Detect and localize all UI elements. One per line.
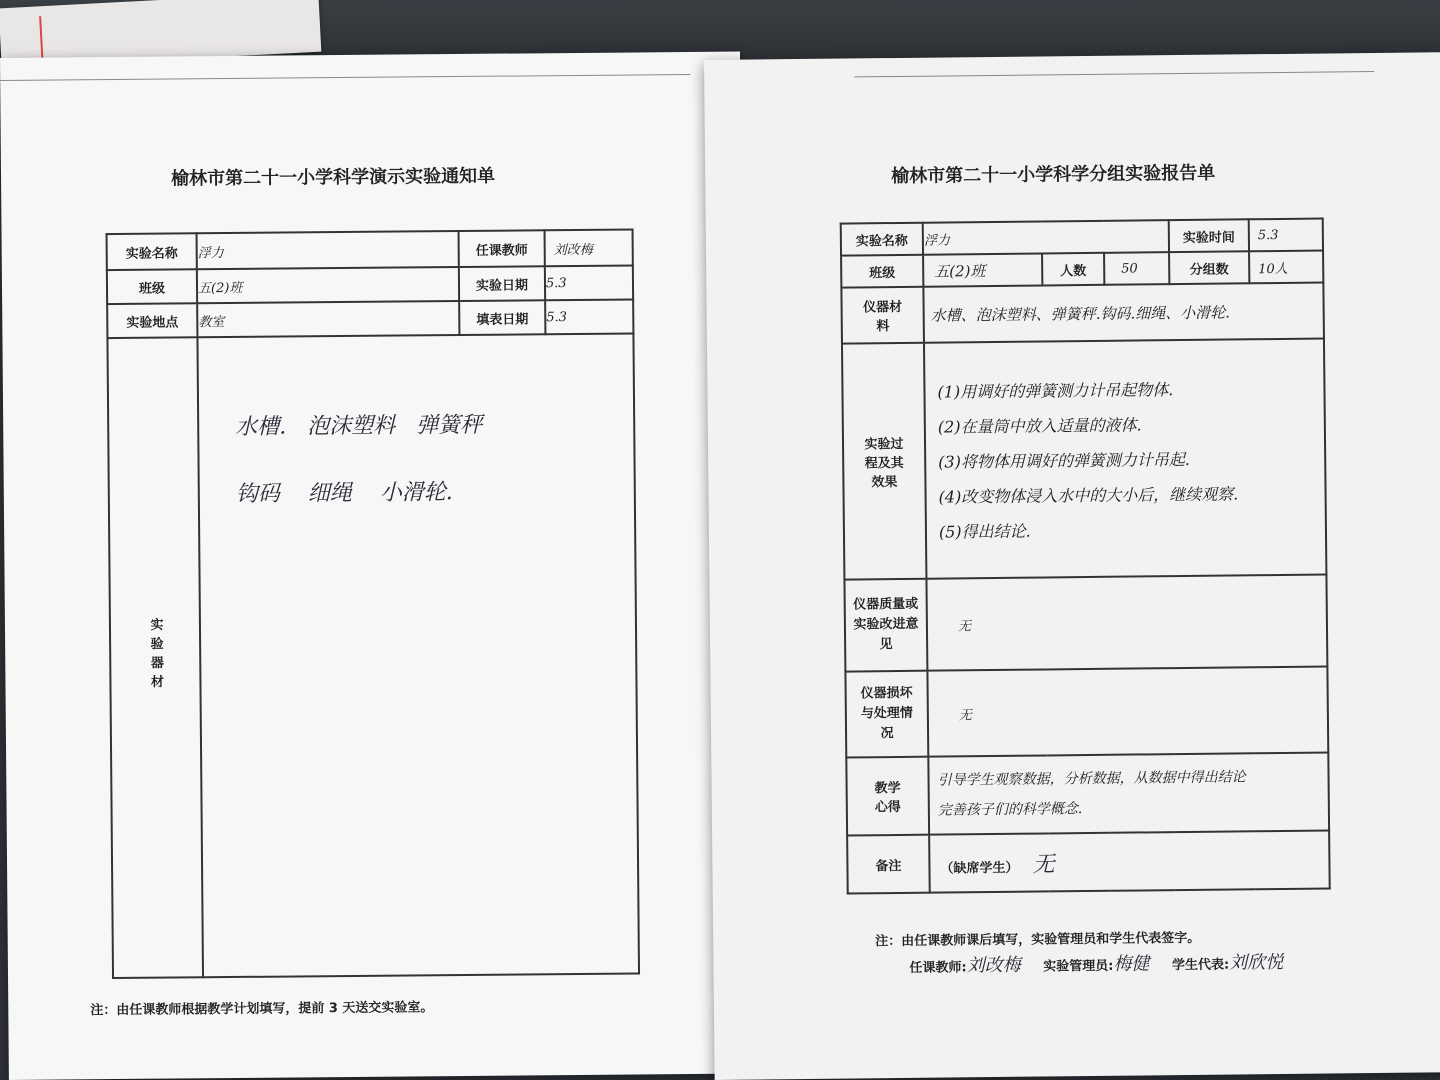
- label-r-groups: 分组数: [1169, 251, 1249, 284]
- value-class: 五(2)班: [197, 267, 459, 303]
- report-footnote: 注：由任课教师课后填写，实验管理员和学生代表签字。: [875, 930, 1201, 950]
- experience-line-1: 引导学生观察数据，分析数据，从数据中得出结论: [937, 769, 1246, 789]
- teacher-signature-label: 任课教师:: [909, 960, 967, 976]
- equipment-cell: [197, 333, 639, 977]
- report-form: [840, 218, 1331, 895]
- report-title: 榆林市第二十一小学科学分组实验报告单: [891, 162, 1216, 188]
- label-r-remarks: 备注: [847, 835, 930, 894]
- label-r-materials: 仪器材料: [841, 287, 924, 344]
- equipment-line-2: 钩码 细绳 小滑轮.: [235, 480, 453, 507]
- value-r-materials: 水槽、泡沫塑料、弹簧秤.钩码.细绳、小滑轮.: [923, 283, 1324, 343]
- remarks-cell: [929, 830, 1330, 892]
- student-signature: 刘欣悦: [1229, 951, 1284, 974]
- equipment-line-1: 水槽. 泡沫塑料 弹簧秤: [235, 412, 483, 440]
- notice-footnote: 注：由任课教师根据教学计划填写，提前 3 天送交实验室。: [90, 1000, 434, 1019]
- label-class: 班级: [107, 269, 197, 304]
- header-rule-right: [854, 71, 1374, 77]
- process-step: (4)改变物体浸入水中的大小后，继续观察.: [938, 483, 1239, 507]
- value-r-time: 5.3: [1249, 219, 1323, 252]
- value-r-class: 五(2)班: [923, 253, 1042, 286]
- process-cell: [924, 339, 1326, 579]
- report-sheet: [704, 52, 1440, 1080]
- admin-signature-label: 实验管理员:: [1043, 958, 1114, 975]
- label-r-damage: 仪器损坏与处理情况: [845, 671, 928, 758]
- value-r-absent: 无: [1032, 851, 1055, 878]
- value-experiment-date: 5.3: [545, 265, 633, 300]
- teacher-signature: 刘改梅: [966, 954, 1021, 977]
- label-equipment-cell: [107, 337, 203, 978]
- notice-sheet: [0, 52, 749, 1080]
- student-signature-label: 学生代表:: [1171, 957, 1230, 974]
- value-r-groups: 10人: [1249, 251, 1323, 284]
- label-teacher: 任课教师: [459, 230, 545, 267]
- value-experiment-name: 浮力: [197, 231, 459, 269]
- notice-form: [106, 228, 640, 979]
- header-rule: [0, 74, 690, 81]
- label-place: 实验地点: [107, 303, 197, 338]
- label-r-count: 人数: [1042, 253, 1104, 286]
- label-r-process: 实验过程及其效果: [842, 343, 926, 580]
- experience-line-2: 完善孩子们的科学概念.: [937, 801, 1083, 819]
- label-equipment: 实验器材: [147, 617, 164, 694]
- label-r-name: 实验名称: [841, 223, 923, 256]
- process-step: (5)得出结论.: [938, 521, 1031, 542]
- admin-signature: 梅健: [1113, 953, 1150, 975]
- value-r-damage: 无: [927, 667, 1328, 757]
- label-r-time: 实验时间: [1169, 219, 1249, 252]
- label-experiment-date: 实验日期: [459, 266, 545, 301]
- signature-line: [909, 948, 1301, 978]
- value-teacher: 刘改梅: [545, 229, 633, 266]
- value-r-count: 50: [1104, 252, 1169, 285]
- label-r-quality: 仪器质量或实验改进意见: [844, 579, 927, 672]
- value-place: 教室: [197, 301, 459, 337]
- experience-cell: [928, 753, 1329, 835]
- label-r-absent: （缺席学生）: [940, 860, 1019, 877]
- process-step: (2)在量筒中放入适量的液体.: [937, 414, 1142, 437]
- process-step: (3)将物体用调好的弹簧测力计吊起.: [938, 449, 1191, 472]
- notice-title: 榆林市第二十一小学科学演示实验通知单: [170, 165, 496, 190]
- label-r-experience: 教学心得: [846, 757, 929, 836]
- value-fill-date: 5.3: [545, 299, 633, 334]
- label-r-class: 班级: [841, 255, 923, 288]
- value-r-quality: 无: [926, 575, 1327, 671]
- label-fill-date: 填表日期: [459, 300, 545, 335]
- process-step: (1)用调好的弹簧测力计吊起物体.: [937, 379, 1174, 402]
- value-r-name: 浮力: [923, 220, 1169, 255]
- label-experiment-name: 实验名称: [107, 233, 197, 270]
